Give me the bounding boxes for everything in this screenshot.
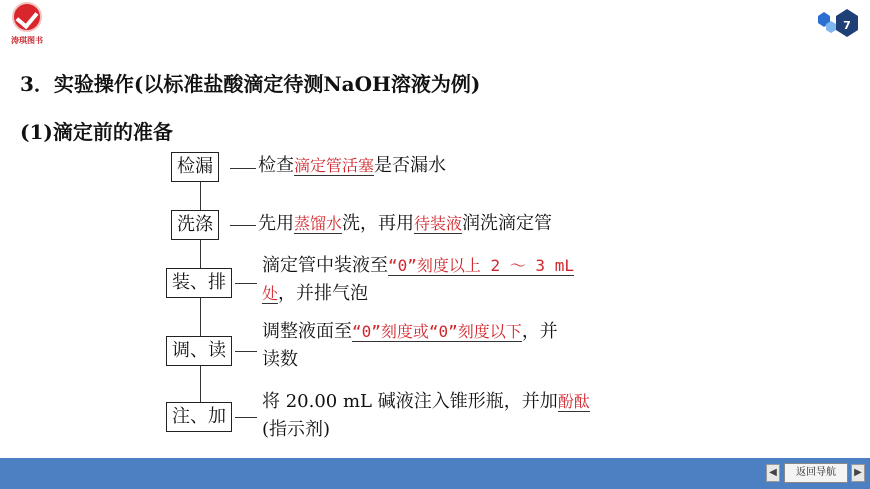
step-box-adjust-read: 调、读 <box>166 336 232 366</box>
step-desc-rinse: 先用蒸馏水洗，再用待装液润洗滴定管 <box>258 213 553 234</box>
step-desc-inject-add: 将 20.00 mL 碱液注入锥形瓶，并加酚酞 (指示剂) <box>262 391 590 440</box>
subsection-heading: (1)滴定前的准备 <box>20 120 173 144</box>
logo-text: 涛琪图书 <box>11 36 43 45</box>
next-page-button[interactable]: ▶ <box>851 464 865 482</box>
answer-blank: 滴定管活塞 <box>294 156 375 175</box>
step-box-rinse: 洗涤 <box>171 210 219 240</box>
step-box-fill-drain: 装、排 <box>166 268 232 298</box>
step-dash <box>235 417 257 418</box>
section-heading: 3．实验操作(以标准盐酸滴定待测NaOH溶液为例) <box>20 72 481 96</box>
step-desc-fill-drain: 滴定管中装液至“0”刻度以上 2 ～ 3 mL 处，并排气泡 <box>262 255 574 304</box>
step-desc-leak-check: 检查滴定管活塞是否漏水 <box>258 155 447 176</box>
answer-blank: “0”刻度或“0”刻度以下 <box>352 322 522 341</box>
publisher-logo <box>6 2 48 50</box>
step-dash <box>230 168 256 169</box>
step-dash <box>235 351 257 352</box>
answer-blank: 待装液 <box>414 214 463 233</box>
step-dash <box>235 283 257 284</box>
answer-blank: 蒸馏水 <box>294 214 343 233</box>
step-box-inject-add: 注、加 <box>166 402 232 432</box>
answer-blank: 处 <box>262 284 279 303</box>
answer-blank: “0”刻度以上 2 ～ 3 mL <box>388 256 574 275</box>
back-to-navigation-button[interactable]: 返回导航 <box>784 463 848 483</box>
answer-blank: 酚酞 <box>557 392 590 411</box>
step-desc-adjust-read: 调整液面至“0”刻度或“0”刻度以下，并 读数 <box>262 321 558 370</box>
footer-bar <box>0 458 870 489</box>
prev-page-button[interactable]: ◀ <box>766 464 780 482</box>
page-number: 7 <box>843 19 851 32</box>
step-box-leak-check: 检漏 <box>171 152 219 182</box>
step-dash <box>230 225 256 226</box>
